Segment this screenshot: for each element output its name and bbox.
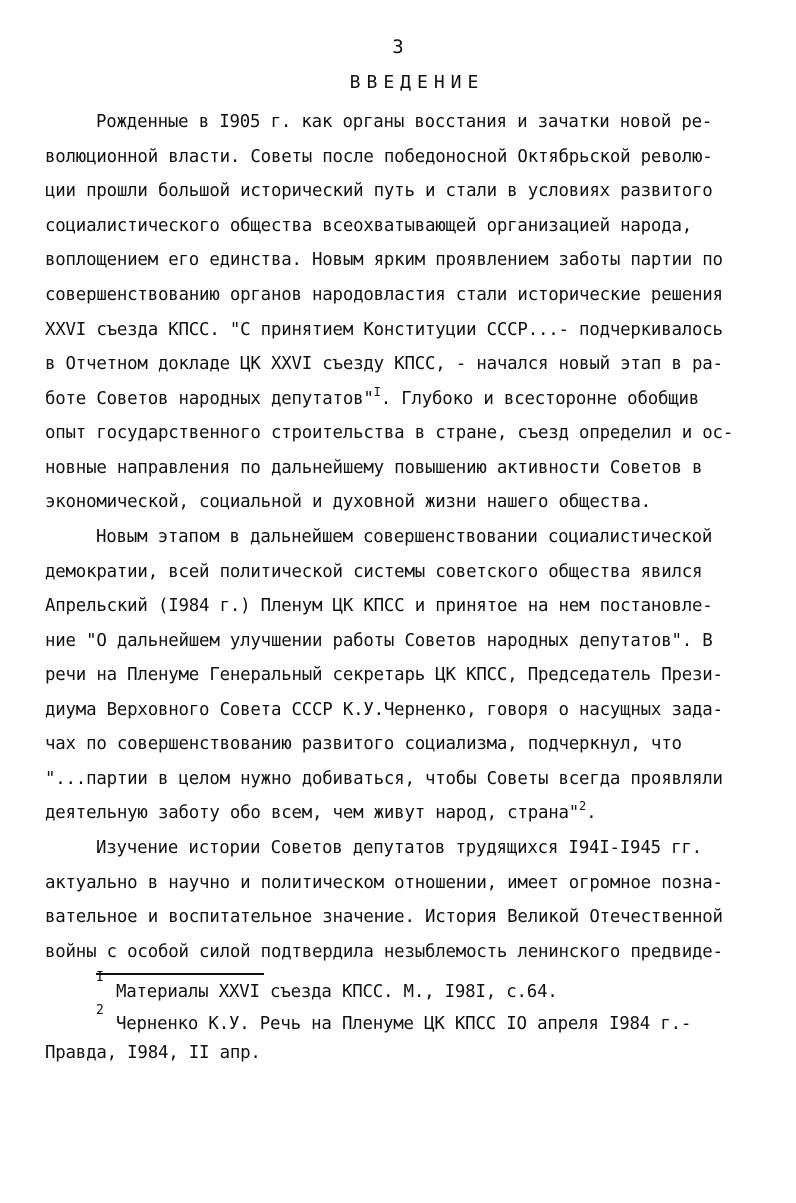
footnote-text: Материалы XXVI съезда КПСС. М., I98I, с.64. [116,982,558,1002]
footnote-ref: I [373,385,381,399]
footnote-ref: 2 [579,799,587,813]
footnote-mark: 2 [96,1003,104,1018]
text-line: совершенствованию органов народовластия стали исторические решения [45,285,723,305]
text-line: Рожденные в I905 г. как органы восстания и зачатки новой ре- [96,112,713,132]
text-line: речи на Пленуме Генеральный секретарь ЦК КПСС, Председатель Прези- [45,665,723,685]
footnote-mark: I [96,970,104,985]
section-heading: ВВЕДЕНИЕ [349,72,485,93]
text-line: Апрельский (I984 г.) Пленум ЦК КПСС и принятое на нем постановле- [45,596,713,616]
text-line: "...партии в целом нужно добиваться, чтобы Советы всегда проявляли [45,769,723,789]
text-line: Новым этапом в дальнейшем совершенствовании социалистической [96,527,713,547]
text-line: новные направления по дальнейшему повышению активности Советов в [45,458,703,478]
text-line: воплощением его единства. Новым ярким проявлением заботы партии по [45,250,723,270]
text-line [45,801,596,825]
text-line: ние "О дальнейшем улучшении работы Советов народных депутатов". В [45,631,713,651]
footnote-divider [96,973,264,975]
text-line [45,387,699,411]
text-line: Изучение истории Советов депутатов трудящихся I94I-I945 гг. [96,838,702,858]
text-segment: боте Советов народных депутатов" [45,389,374,409]
text-line: диума Верховного Совета СССР К.У.Черненко, говоря о насущных зада- [45,700,723,720]
text-line: социалистического общества всеохватывающей организацией народа, [45,216,693,236]
text-line: XXVI съезда КПСС. "С принятием Конституции СССР...- подчеркивалось [45,320,723,340]
text-line: волюционной власти. Советы после победоносной Октябрьской револю- [45,147,713,167]
text-segment: деятельную заботу обо всем, чем живут народ, страна" [45,803,580,823]
text-segment: . Глубоко и всесторонне обобщив [380,389,700,409]
text-line: войны с особой силой подтвердила незыблемость ленинского предвиде- [45,942,723,962]
footnote-text-continuation: Правда, I984, II апр. [45,1043,261,1063]
footnote-text: Черненко К.У. Речь на Пленуме ЦК КПСС IO апреля I984 г.- [116,1014,692,1034]
text-line: чах по совершенствованию развитого социализма, подчеркнул, что [45,734,682,754]
page-number: 3 [392,36,404,58]
text-line: в Отчетном докладе ЦК XXVI съезду КПСС, - начался новый этап в ра- [45,354,723,374]
text-segment: . [586,803,597,823]
text-line: актуально в научно и политическом отношении, имеет огромное позна- [45,873,723,893]
text-line: демократии, всей политической системы советского общества явился [45,562,703,582]
text-line: опыт государственного строительства в стране, съезд определил и ос- [45,423,734,443]
text-line: ции прошли большой исторический путь и стали в условиях развитого [45,181,713,201]
text-line: экономической, социальной и духовной жизни нашего общества. [45,492,651,512]
text-line: вательное и воспитательное значение. История Великой Отечественной [45,907,723,927]
